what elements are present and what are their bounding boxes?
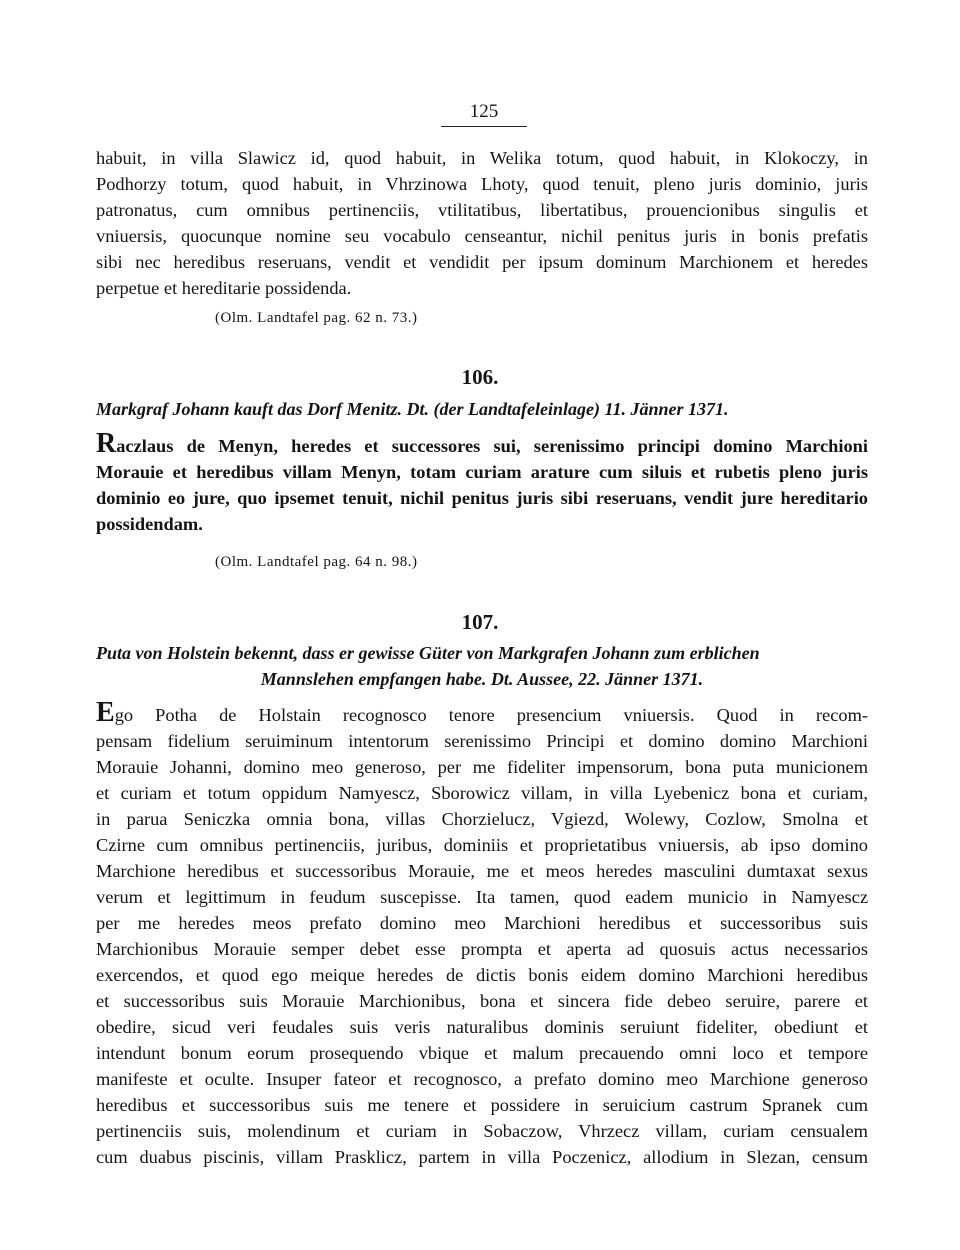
text-line: verum et legittimum in feudum suscepisse. Ita tamen, quod eadem municio in Namyescz [96, 887, 868, 907]
initial-letter: R [96, 428, 117, 459]
text-line: cum duabus piscinis, villam Prasklicz, partem in villa Poczenicz, allodium in Slezan, censum [96, 1147, 868, 1167]
continuation-paragraph [96, 145, 868, 301]
document-text-106 [96, 428, 868, 537]
source-reference-98: (Olm. Landtafel pag. 64 n. 98.) [215, 554, 418, 570]
text-line: habuit, in villa Slawicz id, quod habuit, in Welika totum, quod habuit, in Klokoczy, in [96, 148, 868, 168]
text-line: exercendos, et quod ego meique heredes de dictis bonis eidem domino Marchioni heredibus [96, 965, 868, 985]
text-line: Podhorzy totum, quod habuit, in Vhrzinowa Lhoty, quod tenuit, pleno juris dominio, juris [96, 174, 868, 194]
text-line: perpetue et hereditarie possidenda. [96, 278, 352, 298]
text-line: et successoribus suis Morauie Marchionibus, bona et sincera fide debeo seruire, parere et [96, 991, 868, 1011]
text-line: et curiam et totum oppidum Namyescz, Sborowicz villam, in villa Lyebenicz bona et curiam, [96, 783, 868, 803]
document-number-107: 107. [461, 610, 499, 634]
text-line: manifeste et oculte. Insuper fateor et recognosco, a prefato domino meo Marchione generoso [96, 1069, 868, 1089]
text-line: Czirne cum omnibus pertinenciis, juribus, dominiis et proprietatibus vniuersis, ab ipso domino [96, 835, 868, 855]
page-number: 125 [469, 101, 499, 122]
text-line: Morauie Johanni, domino meo generoso, per me fideliter impensorum, bona puta municionem [96, 757, 868, 777]
text-line: dominio eo jure, quo ipsemet tenuit, nichil penitus juris sibi reseruans, vendit jure hereditario [96, 488, 868, 508]
text-line: in parua Seniczka omnia bona, villas Chorzielucz, Vgiezd, Wolewy, Cozlow, Smolna et [96, 809, 868, 829]
text-line: Ego Potha de Holstain recognosco tenore presencium vniuersis. Quod in recom- [96, 697, 868, 728]
document-text-107 [96, 697, 868, 1170]
text-line: possidendam. [96, 514, 203, 534]
page-number-rule [441, 126, 527, 127]
document-heading-107 [96, 640, 868, 692]
text-line: per me heredes meos prefato domino meo Marchioni heredibus et successoribus suis [96, 913, 868, 933]
text-line: Marchione heredibus et successoribus Morauie, me et meos heredes masculini dumtaxat sexus [96, 861, 868, 881]
source-reference-73: (Olm. Landtafel pag. 62 n. 73.) [215, 310, 418, 326]
text-line: obedire, sicud veri feudales suis veris naturalibus dominis seruiunt fideliter, obediunt et [96, 1017, 868, 1037]
text-line: Morauie et heredibus villam Menyn, totam curiam arature cum siluis et rubetis pleno juris [96, 462, 868, 482]
heading-line: Puta von Holstein bekennt, dass er gewisse Güter von Markgrafen Johann zum erblichen [96, 643, 760, 663]
text-line: sibi nec heredibus reseruans, vendit et vendidit per ipsum dominum Marchionem et heredes [96, 252, 868, 272]
document-number-106: 106. [461, 365, 499, 389]
text-line: patronatus, cum omnibus pertinenciis, vtilitatibus, libertatibus, prouencionibus singulis et [96, 200, 868, 220]
heading-line: Mannslehen empfangen habe. Dt. Aussee, 22. Jänner 1371. [260, 669, 704, 689]
text-line: Raczlaus de Menyn, heredes et successores sui, serenissimo principi domino Marchioni [96, 428, 868, 459]
text-line: intendunt bonum eorum prosequendo vbique et malum precauendo omni loco et tempore [96, 1043, 868, 1063]
text-line: heredibus et successoribus suis me tenere et possidere in seruicium castrum Spranek cum [96, 1095, 868, 1115]
initial-letter: E [96, 697, 115, 728]
document-heading-106 [96, 396, 868, 422]
text-line: vniuersis, quocunque nomine seu vocabulo censeantur, nichil penitus juris in bonis prefatis [96, 226, 868, 246]
text-line: Marchionibus Morauie semper debet esse prompta et aperta ad quosuis actus necessarios [96, 939, 868, 959]
heading-line: Markgraf Johann kauft das Dorf Menitz. Dt. (der Landtafeleinlage) 11. Jänner 1371. [96, 399, 729, 419]
text-line: pensam fidelium seruiminum intentorum serenissimo Principi et domino domino Marchioni [96, 731, 868, 751]
text-line: pertinenciis suis, molendinum et curiam in Sobaczow, Vhrzecz villam, curiam censualem [96, 1121, 868, 1141]
